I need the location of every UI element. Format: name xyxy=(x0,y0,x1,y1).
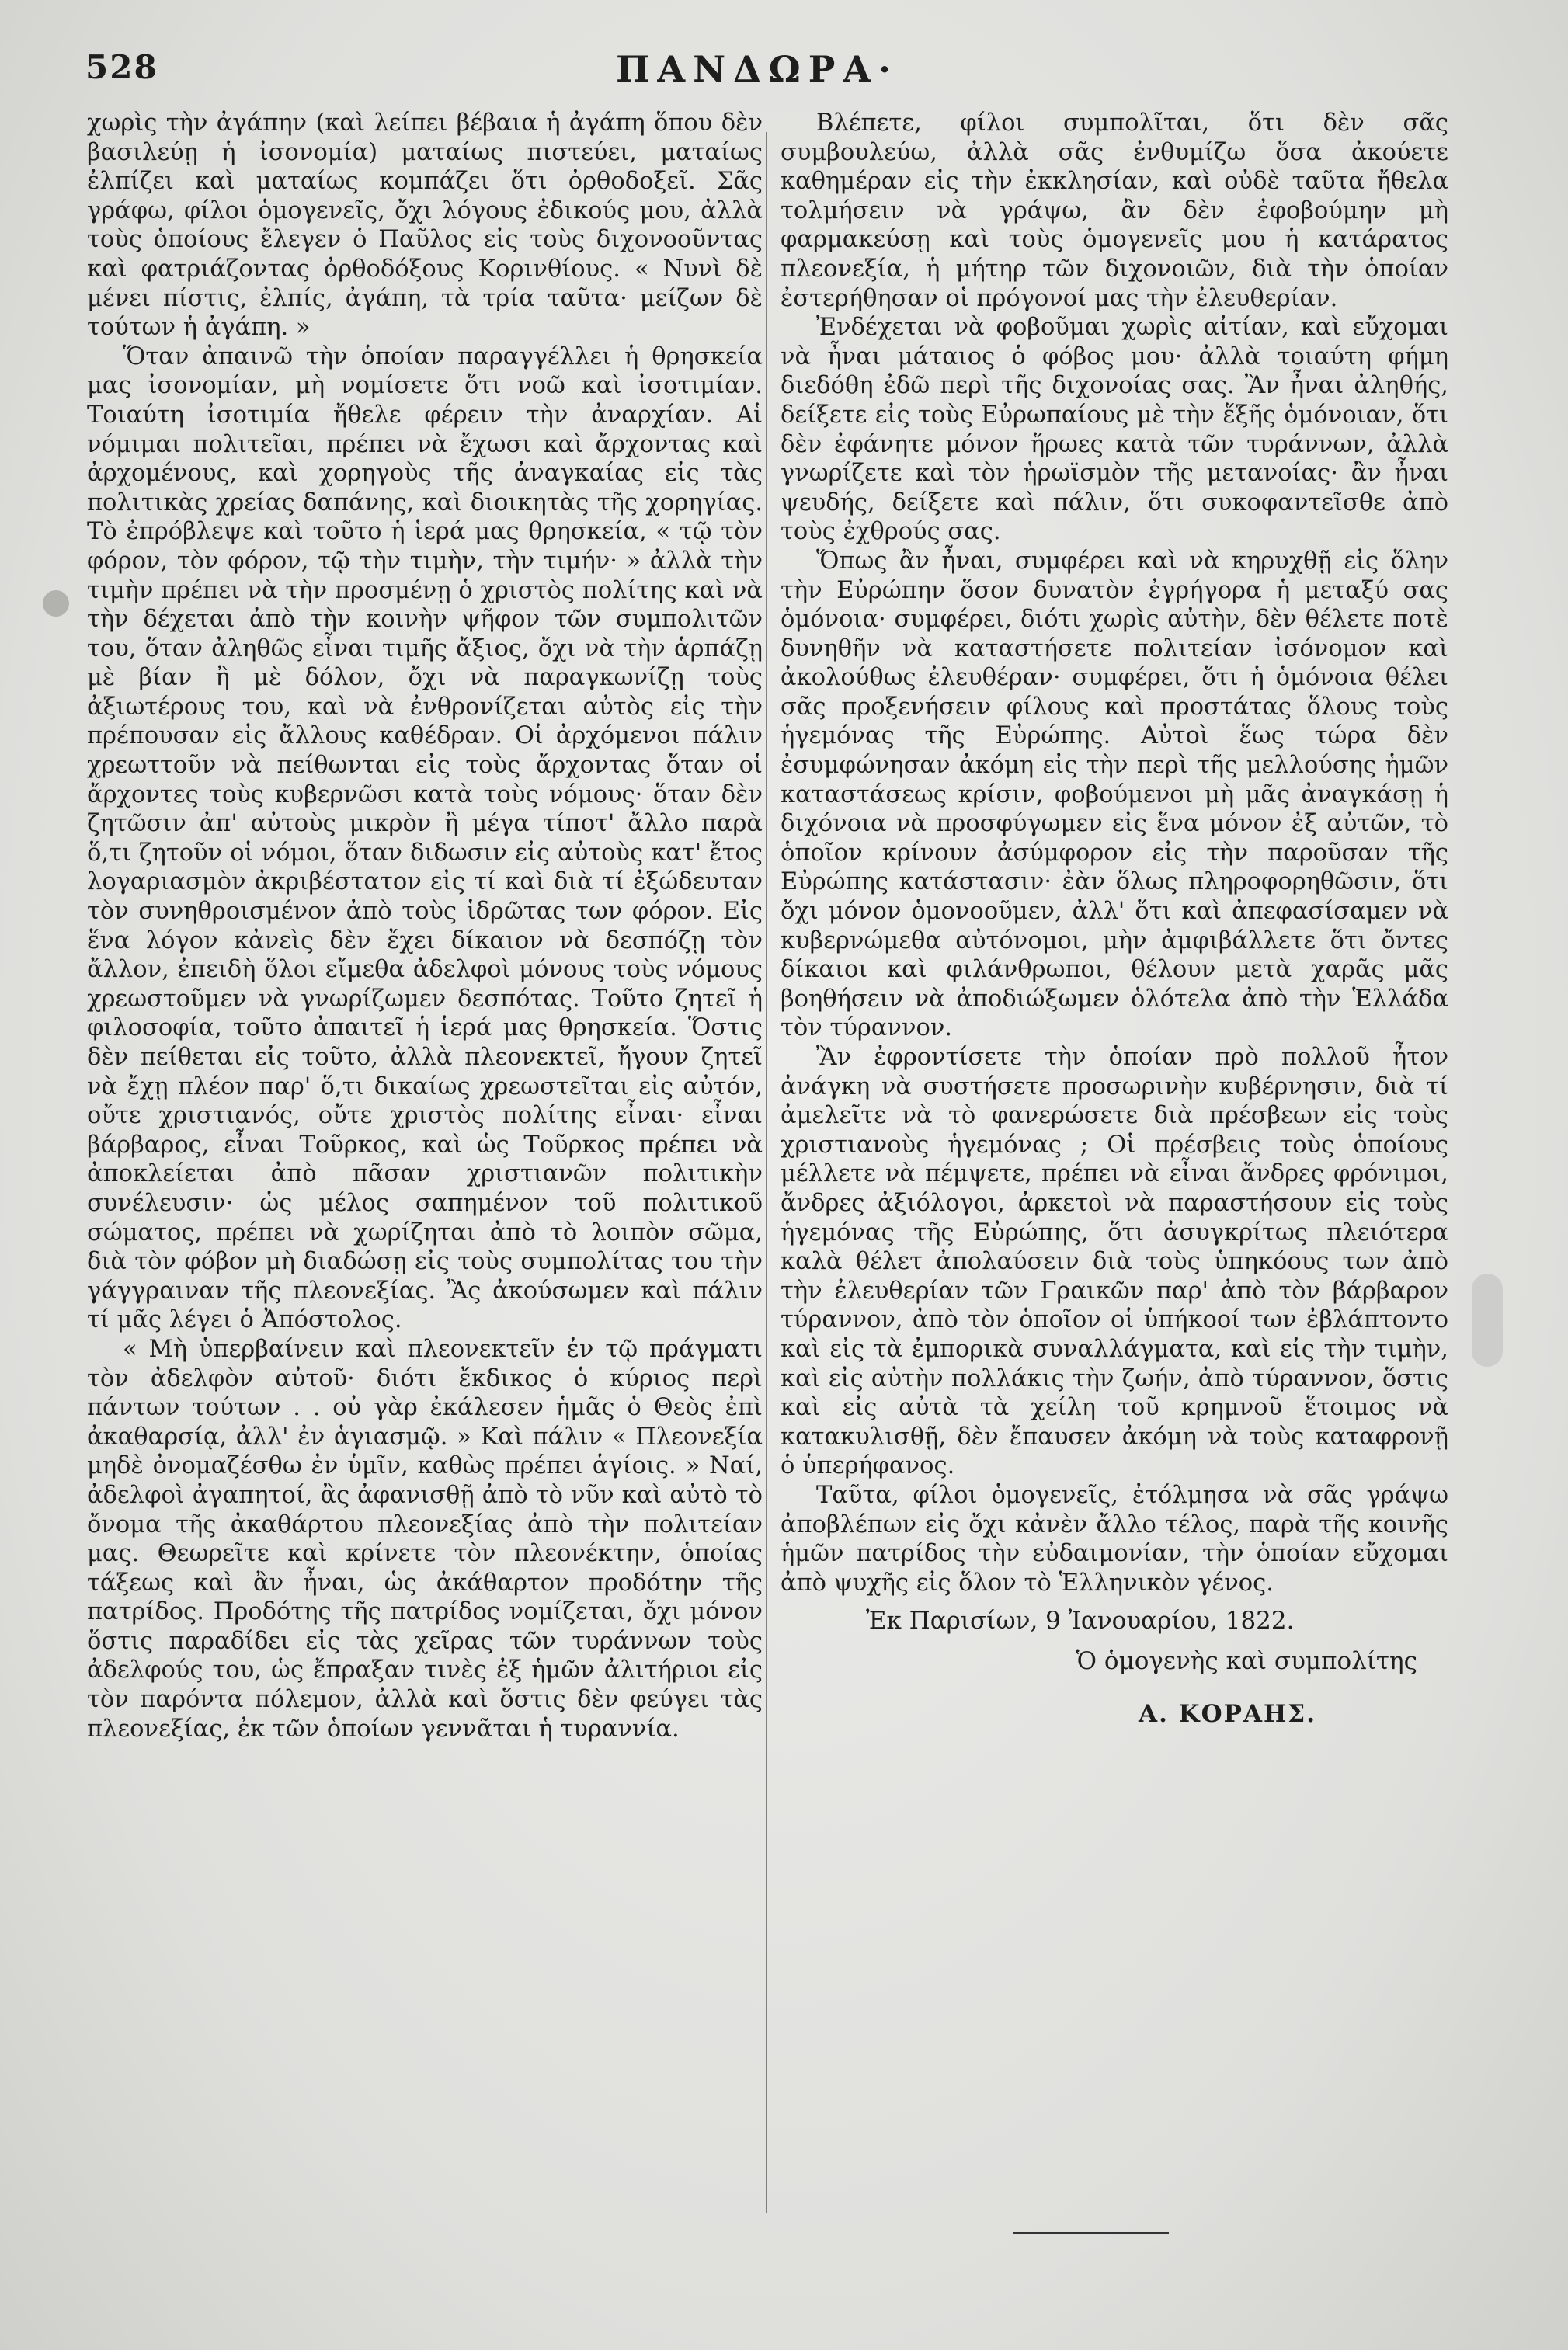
page-header xyxy=(85,48,1429,103)
closing-rule xyxy=(1013,2232,1169,2234)
paragraph: Ὅταν ἀπαινῶ τὴν ὁποίαν παραγγέλλει ἡ θρησκεία μας ἰσονομίαν, μὴ νομίσετε ὅτι νοῶ καὶ ἰσοτιμίαν. Τοιαύτη ἰσοτιμία ἤθελε φέρειν τὴν ἀναρχίαν. Αἱ νόμιμαι πολιτεῖαι, πρέπει νὰ ἔχωσι καὶ ἄρχοντας καὶ ἀρχομένους, καὶ χορηγοὺς τῆς ἀναγκαίας εἰς τὰς πολιτικὰς χρείας δαπάνης, καὶ διοικητὰς τῆς χορηγίας. Τὸ ἐπρόβλεψε καὶ τοῦτο ἡ ἱερά μας θρησκεία, « τῷ τὸν φόρον, τὸν φόρον, τῷ τὴν τιμὴν, τὴν τιμήν· » ἀλλὰ τὴν τιμὴν πρέπει νὰ τὴν προσμένῃ ὁ χριστὸς πολίτης καὶ νὰ τὴν δέχεται ἀπὸ τὴν κοινὴν ψῆφον τῶν συμπολιτῶν του, ὅταν ἀληθῶς εἶναι τιμῆς ἄξιος, ὄχι νὰ τὴν ἁρπάζῃ μὲ βίαν ἢ μὲ δόλον, ὄχι νὰ παραγκωνίζῃ τοὺς ἀξιωτέρους του, καὶ νὰ ἐνθρονίζεται αὐτὸς εἰς τὴν πρέπουσαν εἰς ἄλλους καθέδραν. Οἱ ἀρχόμενοι πάλιν χρεωττοῦν νὰ πείθωνται εἰς τοὺς ἄρχοντας ὅταν οἱ ἄρχοντες τοὺς κυβερνῶσι κατὰ τοὺς νόμους· ὅταν δὲν ζητῶσιν ἀπ' αὐτοὺς μικρὸν ἢ μέγα τίποτ' ἄλλο παρὰ ὅ,τι ζητοῦν οἱ νόμοι, ὅταν διδωσιν εἰς αὐτοὺς κατ' ἔτος λογαριασμὸν ἀκριβέστατον εἰς τί καὶ διὰ τί ἐξώδευταν τὸν συνηθροισμένον ἀπὸ τοὺς ἱδρῶτας των φόρον. Εἰς ἕνα λόγον κἀνεὶς δὲν ἔχει δίκαιον νὰ δεσπόζῃ τὸν ἄλλον, ἐπειδὴ ὅλοι εἴμεθα ἀδελφοὶ μόνους τοὺς νόμους χρεωστοῦμεν νὰ γνωρίζωμεν δεσπότας. Τοῦτο ζητεῖ ἡ φιλοσοφία, τοῦτο ἀπαιτεῖ ἡ ἱερά μας θρησκεία. Ὅστις δὲν πείθεται εἰς τοῦτο, ἀλλὰ πλεονεκτεῖ, ἤγουν ζητεῖ νὰ ἔχῃ πλέον παρ' ὅ,τι δικαίως χρεωστεῖται εἰς αὐτόν, οὔτε χριστιανός, οὔτε χριστὸς πολίτης εἶναι· εἶναι βάρβαρος, εἶναι Τοῦρκος, καὶ ὡς Τοῦρκος πρέπει νὰ ἀποκλείεται ἀπὸ πᾶσαν χριστιανῶν πολιτικὴν συνέλευσιν· ὡς μέλος σαπημένον τοῦ πολιτικοῦ σώματος, πρέπει νὰ χωρίζηται ἀπὸ τὸ λοιπὸν σῶμα, διὰ τὸν φόβον μὴ διαδώσῃ εἰς τοὺς συμπολίτας του τὴν γάγγραιναν τῆς πλεονεξίας. Ἂς ἀκούσωμεν καὶ πάλιν τί μᾶς λέγει ὁ Ἀπόστολος. xyxy=(87,342,763,1334)
page-number: 528 xyxy=(85,48,158,86)
binding-hole xyxy=(43,590,69,617)
author-name: Α. ΚΟΡΑΗΣ. xyxy=(1139,1700,1316,1729)
paragraph: χωρὶς τὴν ἀγάπην (καὶ λείπει βέβαια ἡ ἀγάπη ὅπου δὲν βασιλεύῃ ἡ ἰσονομία) ματαίως πιστεύει, ματαίως ἐλπίζει καὶ ματαίως κομπάζει ὅτι ὀρθοδοξεῖ. Σᾶς γράφω, φίλοι ὁμογενεῖς, ὄχι λόγους ἐδικούς μου, ἀλλὰ τοὺς ὁποίους ἔλεγεν ὁ Παῦλος εἰς τοὺς διχονοοῦντας καὶ φατριάζοντας ὀρθοδόξους Κορινθίους. « Νυνὶ δὲ μένει πίστις, ἐλπίς, ἀγάπη, τὰ τρία ταῦτα· μείζων δὲ τούτων ἡ ἀγάπη. » xyxy=(87,110,763,342)
library-stamp xyxy=(1472,1274,1503,1367)
date-line: Ἐκ Παρισίων, 9 Ἰανουαρίου, 1822. xyxy=(866,1607,1295,1636)
right-column xyxy=(781,109,1448,1729)
paragraph: « Μὴ ὑπερβαίνειν καὶ πλεονεκτεῖν ἐν τῷ πράγματι τὸν ἀδελφὸν αὐτοῦ· διότι ἔκδικος ὁ κύριος περὶ πάντων τούτων . . οὐ γὰρ ἐκάλεσεν ἡμᾶς ὁ Θεὸς ἐπὶ ἀκαθαρσίᾳ, ἀλλ' ἐν ἁγιασμῷ. » Καὶ πάλιν « Πλεονεξία μηδὲ ὀνομαζέσθω ἐν ὑμῖν, καθὼς πρέπει ἁγίοις. » Ναί, ἀδελφοὶ ἀγαπητοί, ἂς ἀφανισθῇ ἀπὸ τὸ νῦν καὶ αὐτὸ τὸ ὄνομα τῆς ἀκαθάρτου πλεονεξίας ἀπὸ τὴν πολιτείαν μας. Θεωρεῖτε καὶ κρίνετε τὸν πλεονέκτην, ὁποίας τάξεως καὶ ἂν ἦναι, ὡς ἀκάθαρτον προδότην τῆς πατρίδος. Προδότης τῆς πατρίδος νομίζεται, ὄχι μόνον ὅστις παραδίδει εἰς τὰς χεῖρας τῶν τυράννων τοὺς ἀδελφούς του, ὡς ἔπραξαν τινὲς ἐξ ἡμῶν ἀλιτήριοι εἰς τὸν παρόντα πόλεμον, ἀλλὰ καὶ ὅστις δὲν φεύγει τὰς πλεονεξίας, ἐκ τῶν ὁποίων γεννᾶται ἡ τυραννία. xyxy=(87,1335,763,1743)
column-divider xyxy=(766,132,767,2213)
signature-line: Ὁ ὁμογενὴς καὶ συμπολίτης xyxy=(1076,1647,1417,1676)
paragraph: Βλέπετε, φίλοι συμπολῖται, ὅτι δὲν σᾶς συμβουλεύω, ἀλλὰ σᾶς ἐνθυμίζω ὅσα ἀκούετε καθημέραν εἰς τὴν ἐκκλησίαν, καὶ οὐδὲ ταῦτα ἤθελα τολμήσειν νὰ γράψω, ἂν δὲν ἐφοβούμην μὴ φαρμακεύσῃ καὶ τοὺς ὁμογενεῖς μου ἡ κατάρατος πλεονεξία, ἡ μήτηρ τῶν διχονοιῶν, διὰ τὴν ὁποίαν ἐστερήθησαν οἱ πρόγονοί μας τὴν ἐλευθερίαν. xyxy=(781,110,1448,312)
left-column xyxy=(87,109,763,1743)
paragraph: Ὅπως ἂν ἦναι, συμφέρει καὶ νὰ κηρυχθῇ εἰς ὅλην τὴν Εὐρώπην ὅσον δυνατὸν ἐγρήγορα ἡ μεταξύ σας ὁμόνοια· συμφέρει, διότι χωρὶς αὐτὴν, δὲν θέλετε ποτὲ δυνηθῆν νὰ καταστήσετε πολιτείαν ἰσόνομον καὶ ἀκολούθως ἐλευθέραν· συμφέρει, ὅτι ἡ ὁμόνοια θέλει σᾶς προξενήσειν φίλους καὶ προστάτας ὅλους τοὺς ἡγεμόνας τῆς Εὐρώπης. Αὐτοὶ ἕως τώρα δὲν ἐσυμφώνησαν ἀκόμη εἰς τὴν περὶ τῆς μελλούσης ἡμῶν καταστάσεως κρίσιν, φοβούμενοι μὴ μᾶς ἀναγκάσῃ ἡ διχόνοια νὰ προσφύγωμεν εἰς ἕνα μόνον ἐξ αὐτῶν, τὸ ὁποῖον κρίνουν ἀσύμφορον εἰς τὴν παροῦσαν τῆς Εὐρώπης κατάστασιν· ἐὰν ὅλως πληροφορηθῶσιν, ὅτι ὄχι μόνον ὁμονοοῦμεν, ἀλλ' ὅτι καὶ ἀπεφασίσαμεν νὰ κυβερνώμεθα αὐτόνομοι, μὴν ἀμφιβάλλετε ὅτι ὄντες δίκαιοι καὶ φιλάνθρωποι, θέλουν μετὰ χαρᾶς μᾶς βοηθήσειν νὰ ἀποδιώξωμεν ὁλότελα ἀπὸ τὴν Ἑλλάδα τὸν τύραννον. xyxy=(781,547,1448,1042)
paragraph: Ἂν ἐφροντίσετε τὴν ὁποίαν πρὸ πολλοῦ ἦτον ἀνάγκη νὰ συστήσετε προσωρινὴν κυβέρνησιν, διὰ τί ἀμελεῖτε νὰ τὸ φανερώσετε διὰ πρέσβεων εἰς τοὺς χριστιανοὺς ἡγεμόνας ; Οἱ πρέσβεις τοὺς ὁποίους μέλλετε νὰ πέμψετε, πρέπει νὰ εἶναι ἄνδρες φρόνιμοι, ἄνδρες ἀξιόλογοι, ἀρκετοὶ νὰ παραστήσουν εἰς τοὺς ἡγεμόνας τῆς Εὐρώπης, ὅτι ἀσυγκρίτως πλειότερα καλὰ θέλετ ἀπολαύσειν διὰ τοὺς ὑπηκόους των ἀπὸ τὴν ἐλευθερίαν τῶν Γραικῶν παρ' ἀπὸ τὸν βάρβαρον τύραννον, ἀπὸ τὸν ὁποῖον οἱ ὑπήκοοί των ἐβλάπτοντο καὶ εἰς τὰ ἐμπορικὰ συναλλάγματα, καὶ εἰς τὴν τιμὴν, καὶ εἰς αὐτὴν πολλάκις τὴν ζωήν, ἀπὸ τύραννον, ὅστις καὶ εἰς αὐτὰ τὰ χείλη τοῦ κρημνοῦ ἕτοιμος νὰ κατακυλισθῇ, δὲν ἔπαυσεν ἀκόμη νὰ τοὺς καταφρονῇ ὁ ὑπερήφανος. xyxy=(781,1044,1448,1480)
paragraph: Ἐνδέχεται νὰ φοβοῦμαι χωρὶς αἰτίαν, καὶ εὔχομαι νὰ ἦναι μάταιος ὁ φόβος μου· ἀλλὰ τοιαύτη φήμη διεδόθη ἐδῶ περὶ τῆς διχονοίας σας. Ἂν ἦναι ἀληθής, δείξετε εἰς τοὺς Εὐρωπαίους μὲ τὴν ἕξῆς ὁμόνοιαν, ὅτι δὲν ἐφάνητε μόνον ἥρωες κατὰ τῶν τυράννων, ἀλλὰ γνωρίζετε καὶ τὸν ἡρωϊσμὸν τῆς μετανοίας· ἂν ἦναι ψευδής, δείξετε καὶ πάλιν, ὅτι συκοφαντεῖσθε ἀπὸ τοὺς ἐχθρούς σας. xyxy=(781,314,1448,546)
journal-title: ΠΑΝΔΩΡΑ· xyxy=(615,48,899,90)
paragraph: Ταῦτα, φίλοι ὁμογενεῖς, ἐτόλμησα νὰ σᾶς γράψω ἀποβλέπων εἰς ὄχι κἀνὲν ἄλλο τέλος, παρὰ τῆς κοινῆς ἡμῶν πατρίδος τὴν εὐδαιμονίαν, τὴν ὁποίαν εὔχομαι ἀπὸ ψυχῆς εἰς ὅλον τὸ Ἑλληνικὸν γένος. xyxy=(781,1481,1448,1597)
